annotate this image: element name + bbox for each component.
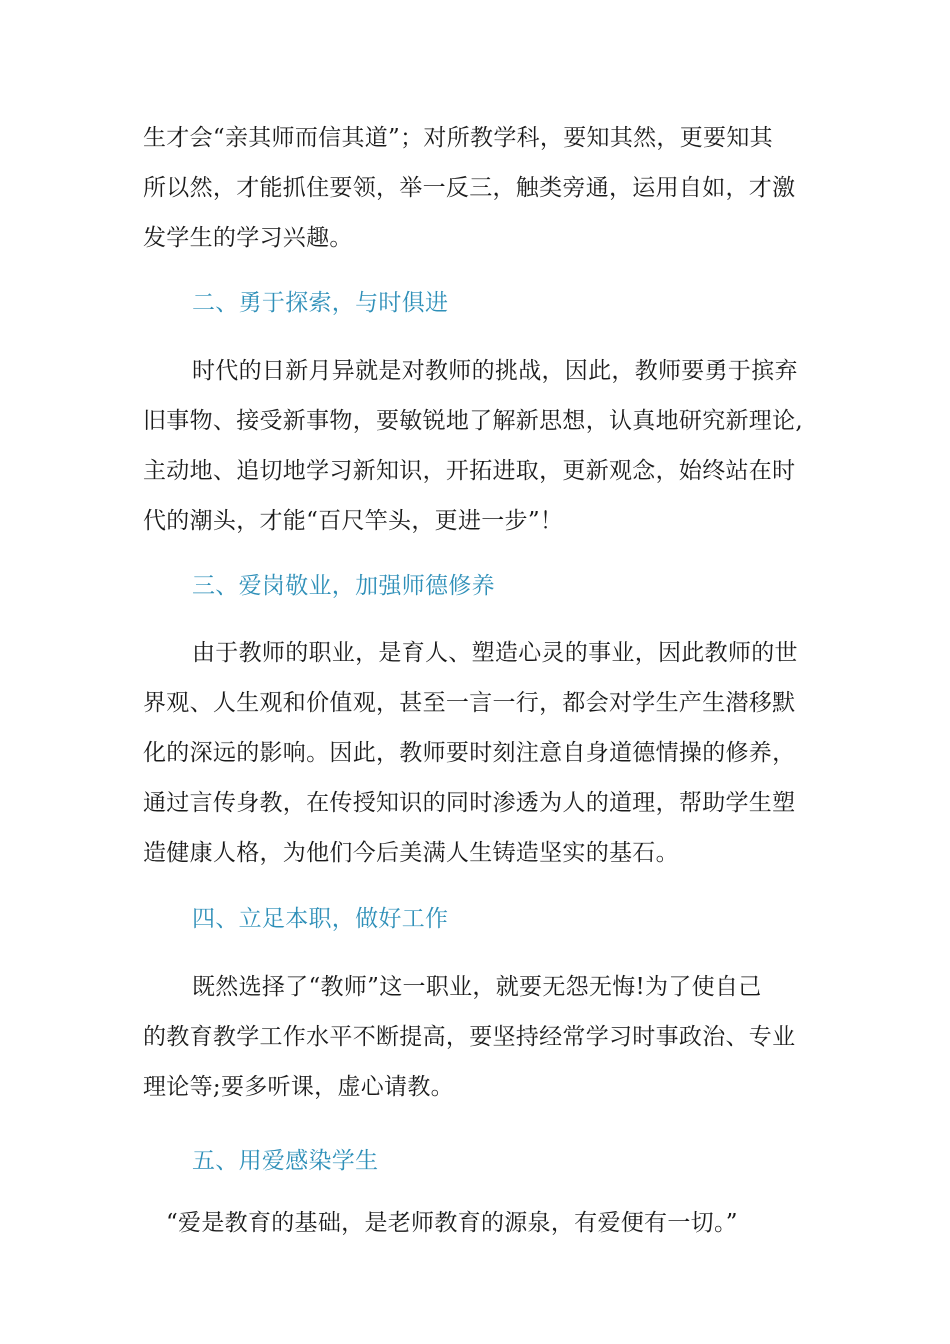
paragraph-1-line-1: 生才会“亲其师而信其道”；对所教学科，要知其然，更要知其 xyxy=(143,125,773,151)
paragraph-3-line-4: 通过言传身教，在传授知识的同时渗透为人的道理，帮助学生塑 xyxy=(143,790,796,816)
paragraph-1-line-2: 所以然，才能抓住要领，举一反三，触类旁通，运用自如，才激 xyxy=(143,175,796,201)
paragraph-3-line-2: 界观、人生观和价值观，甚至一言一行，都会对学生产生潜移默 xyxy=(143,690,796,716)
paragraph-4-line-3: 理论等;要多听课，虚心请教。 xyxy=(143,1074,454,1100)
paragraph-2-line-2: 旧事物、接受新事物，要敏锐地了解新思想，认真地研究新理论, xyxy=(143,408,804,434)
paragraph-4-line-1: 既然选择了“教师”这一职业，就要无怨无悔!为了使自己 xyxy=(192,974,762,1000)
section-heading-3: 三、爱岗敬业，加强师德修养 xyxy=(192,573,495,599)
section-heading-5: 五、用爱感染学生 xyxy=(192,1148,379,1174)
paragraph-3-line-3: 化的深远的影响。因此，教师要时刻注意自身道德情操的修养， xyxy=(143,740,796,766)
paragraph-2-line-3: 主动地、追切地学习新知识，开拓进取，更新观念，始终站在时 xyxy=(143,458,796,484)
paragraph-1-line-3: 发学生的学习兴趣。 xyxy=(143,225,353,251)
paragraph-2-line-4: 代的潮头，才能“百尺竿头，更进一步”！ xyxy=(143,508,564,534)
paragraph-3-line-1: 由于教师的职业，是育人、塑造心灵的事业，因此教师的世 xyxy=(192,640,798,666)
section-heading-2: 二、勇于探索，与时俱进 xyxy=(192,290,449,316)
paragraph-4-line-2: 的教育教学工作水平不断提高，要坚持经常学习时事政治、专业 xyxy=(143,1024,796,1050)
section-heading-4: 四、立足本职，做好工作 xyxy=(192,906,449,932)
paragraph-5-line-1: “爱是教育的基础，是老师教育的源泉，有爱便有一切。” xyxy=(166,1210,738,1236)
paragraph-3-line-5: 造健康人格，为他们今后美满人生铸造坚实的基石。 xyxy=(143,840,679,866)
paragraph-2-line-1: 时代的日新月异就是对教师的挑战，因此，教师要勇于摈弃 xyxy=(192,358,798,384)
